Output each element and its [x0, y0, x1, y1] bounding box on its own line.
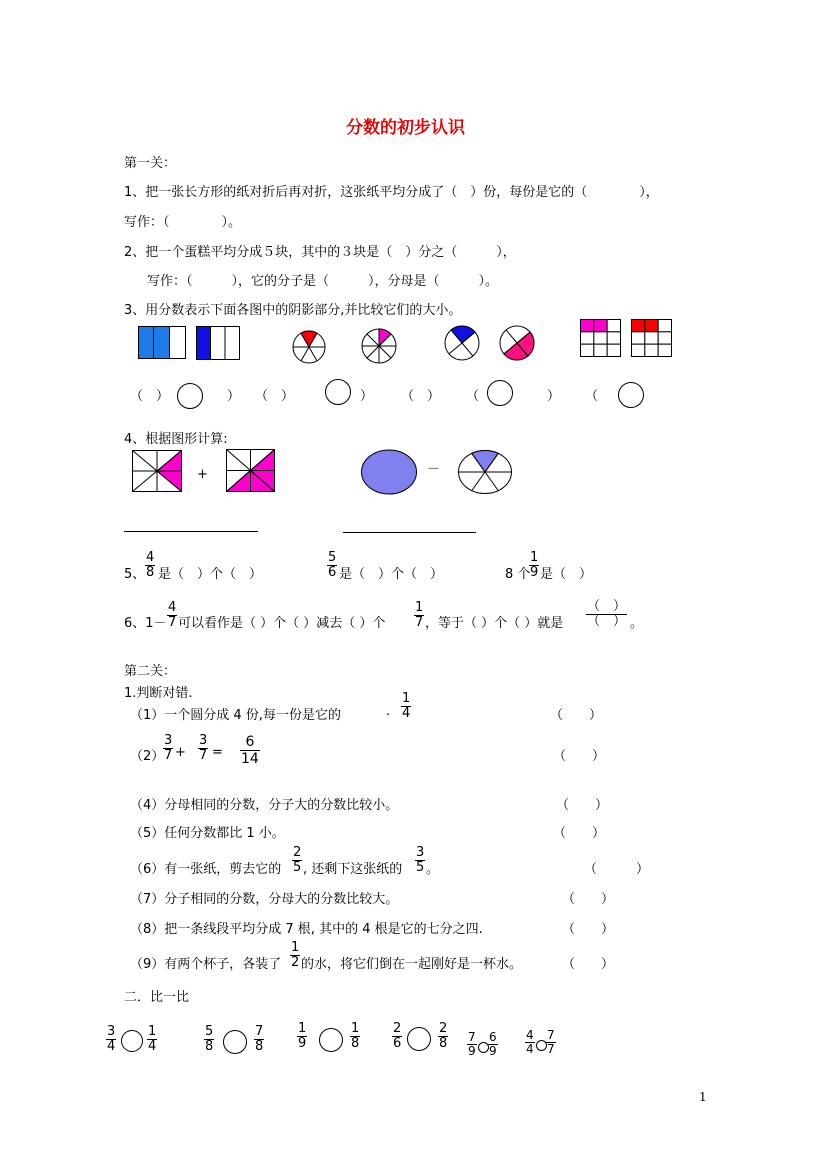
- ellipse-figure-1: [360, 449, 418, 495]
- judge-item-6-mid: , 还剩下这张纸的: [303, 862, 403, 877]
- ellipse-figure-2: [457, 449, 513, 495]
- q5-text-2: 是（ ）个（ ）: [339, 567, 444, 582]
- judge-item-2-fraction-3: 6 14: [241, 734, 259, 767]
- judge-item-2-fraction-2: 3 7: [199, 733, 208, 763]
- judge-item-1-dot: .: [386, 704, 391, 719]
- compare-title: 二．比一比: [124, 990, 190, 1005]
- judge-item-1: （1）一个圆分成 4 份,每一份是它的: [130, 708, 341, 723]
- q6-fraction-1: 4 7: [168, 600, 177, 630]
- q5-text-1: 是（ ）个（ ）: [158, 567, 263, 582]
- q6-fraction-2: 1 7: [415, 600, 424, 630]
- judge-item-9: （9）有两个杯子，各装了: [130, 957, 282, 972]
- compare-2-right: 7 8: [255, 1024, 264, 1054]
- plus-sign: +: [197, 467, 208, 482]
- compare-4-left: 2 6: [393, 1021, 402, 1051]
- judge-item-2-paren[interactable]: （ ）: [553, 749, 606, 764]
- judge-item-2-eq: =: [212, 745, 223, 760]
- judge-item-6-fraction-2: 3 5: [416, 845, 425, 875]
- compare-circle-2[interactable]: [325, 379, 351, 405]
- compare-3-right: 1 8: [351, 1021, 360, 1051]
- page-title: 分数的初步认识: [346, 118, 465, 138]
- compare-1-left: 3 4: [107, 1024, 116, 1054]
- minus-sign: －: [427, 462, 441, 477]
- q5-fraction-3: 1 9: [530, 550, 539, 580]
- answer-line-2[interactable]: [343, 532, 476, 533]
- judge-item-5: （5）任何分数都比 1 小。: [130, 826, 285, 841]
- pie-figure-2: [361, 328, 397, 364]
- q6-text-1: 可以看作是（ ）个（ ）减去（ ）个: [178, 616, 386, 631]
- compare-1-right: 1 4: [148, 1024, 157, 1054]
- answer-paren-3: （ ）: [255, 389, 295, 404]
- compare-2-left: 5 8: [205, 1024, 214, 1054]
- q6-fraction-blank[interactable]: （ ） （ ）: [587, 599, 627, 629]
- compare-3-left: 1 9: [298, 1021, 307, 1051]
- judge-item-6-post: 。: [426, 862, 440, 877]
- compare-4-right: 2 8: [439, 1021, 448, 1051]
- judge-item-6-fraction-1: 2 5: [293, 845, 302, 875]
- compare-6-right: 7 7: [547, 1028, 555, 1056]
- judge-item-5-paren[interactable]: （ ）: [553, 826, 606, 841]
- judge-item-6: （6）有一张纸，剪去它的: [130, 862, 282, 877]
- square-figure-2: [226, 449, 275, 492]
- q6-end: 。: [630, 616, 644, 631]
- pie-figure-3: [444, 325, 480, 361]
- answer-line-1[interactable]: [124, 531, 258, 532]
- judge-item-7: （7）分子相同的分数，分母大的分数比较大。: [130, 892, 399, 907]
- grid-figure-1: [580, 319, 621, 357]
- q6-text-2: ，等于（ ）个（ ）就是: [425, 616, 564, 631]
- q2-line2: 写作：（ ），它的分子是（ ），分母是（ ）。: [147, 274, 499, 289]
- compare-circle-4[interactable]: [618, 382, 644, 408]
- rect-figure-1: [138, 326, 186, 359]
- answer-paren-6: （: [466, 389, 480, 404]
- q5-prefix: 5、: [124, 567, 146, 582]
- grid-figure-2: [631, 319, 672, 357]
- judge-item-7-paren[interactable]: （ ）: [562, 892, 615, 907]
- judge-item-1-paren[interactable]: （ ）: [550, 708, 603, 723]
- square-figure-1: [132, 450, 182, 492]
- q5-fraction-1: 4 8: [146, 550, 155, 580]
- judge-title: 1.判断对错.: [124, 686, 193, 701]
- compare-4-circle[interactable]: [407, 1027, 431, 1051]
- page-number: 1: [699, 1090, 707, 1104]
- q4-text: 4、根据图形计算:: [124, 432, 228, 447]
- section-heading-1: 第一关：: [124, 156, 177, 171]
- q5-text-3: 是（ ）: [540, 567, 593, 582]
- judge-item-9-post: 的水，将它们倒在一起刚好是一杯水。: [301, 957, 523, 972]
- judge-item-2: （2）: [130, 749, 165, 764]
- q5-fraction-2: 5 6: [328, 550, 337, 580]
- judge-item-8: （8）把一条线段平均分成 7 根, 其中的 4 根是它的七分之四.: [130, 922, 483, 937]
- judge-item-2-fraction-1: 3 7: [164, 733, 173, 763]
- compare-circle-1[interactable]: [177, 383, 203, 409]
- answer-paren-1: （ ）: [130, 389, 170, 404]
- q1-line2: 写作：（ ）。: [124, 215, 242, 230]
- pie-figure-1: [292, 330, 326, 364]
- judge-item-6-paren[interactable]: （ ）: [584, 862, 650, 877]
- answer-paren-2: ）: [227, 389, 241, 404]
- compare-circle-3[interactable]: [487, 380, 513, 406]
- pie-figure-4: [499, 325, 535, 361]
- compare-2-circle[interactable]: [223, 1030, 247, 1054]
- answer-paren-7: ）: [547, 389, 561, 404]
- section-heading-2: 第二关：: [124, 664, 177, 679]
- q6-prefix: 6、1－: [124, 616, 167, 631]
- compare-3-circle[interactable]: [319, 1028, 343, 1052]
- rect-figure-2: [196, 326, 240, 360]
- compare-6-left: 4 4: [526, 1028, 534, 1056]
- compare-5-left: 7 9: [468, 1030, 476, 1058]
- q2-line1: 2、把一个蛋糕平均分成５块，其中的３块是（ ）分之（ ），: [124, 245, 516, 260]
- q5-prefix-3: 8 个: [505, 567, 531, 582]
- compare-1-circle[interactable]: [121, 1030, 143, 1052]
- judge-item-2-plus: +: [175, 745, 186, 760]
- answer-paren-8: （: [585, 389, 599, 404]
- q3-text: 3、用分数表示下面各图中的阴影部分,并比较它们的大小。: [124, 303, 462, 318]
- answer-paren-5: （ ）: [401, 389, 441, 404]
- judge-item-4-paren[interactable]: （ ）: [556, 798, 609, 813]
- judge-item-8-paren[interactable]: （ ）: [562, 922, 615, 937]
- judge-item-1-fraction: 1 4: [402, 691, 411, 721]
- answer-paren-4: ）: [360, 389, 374, 404]
- compare-5-right: 6 9: [489, 1030, 497, 1058]
- q1-line1: 1、把一张长方形的纸对折后再对折，这张纸平均分成了（ ）份，每份是它的（ ），: [124, 185, 659, 200]
- judge-item-9-fraction: 1 2: [291, 940, 300, 970]
- judge-item-4: （4）分母相同的分数，分子大的分数比较小。: [130, 798, 399, 813]
- judge-item-9-paren[interactable]: （ ）: [562, 957, 615, 972]
